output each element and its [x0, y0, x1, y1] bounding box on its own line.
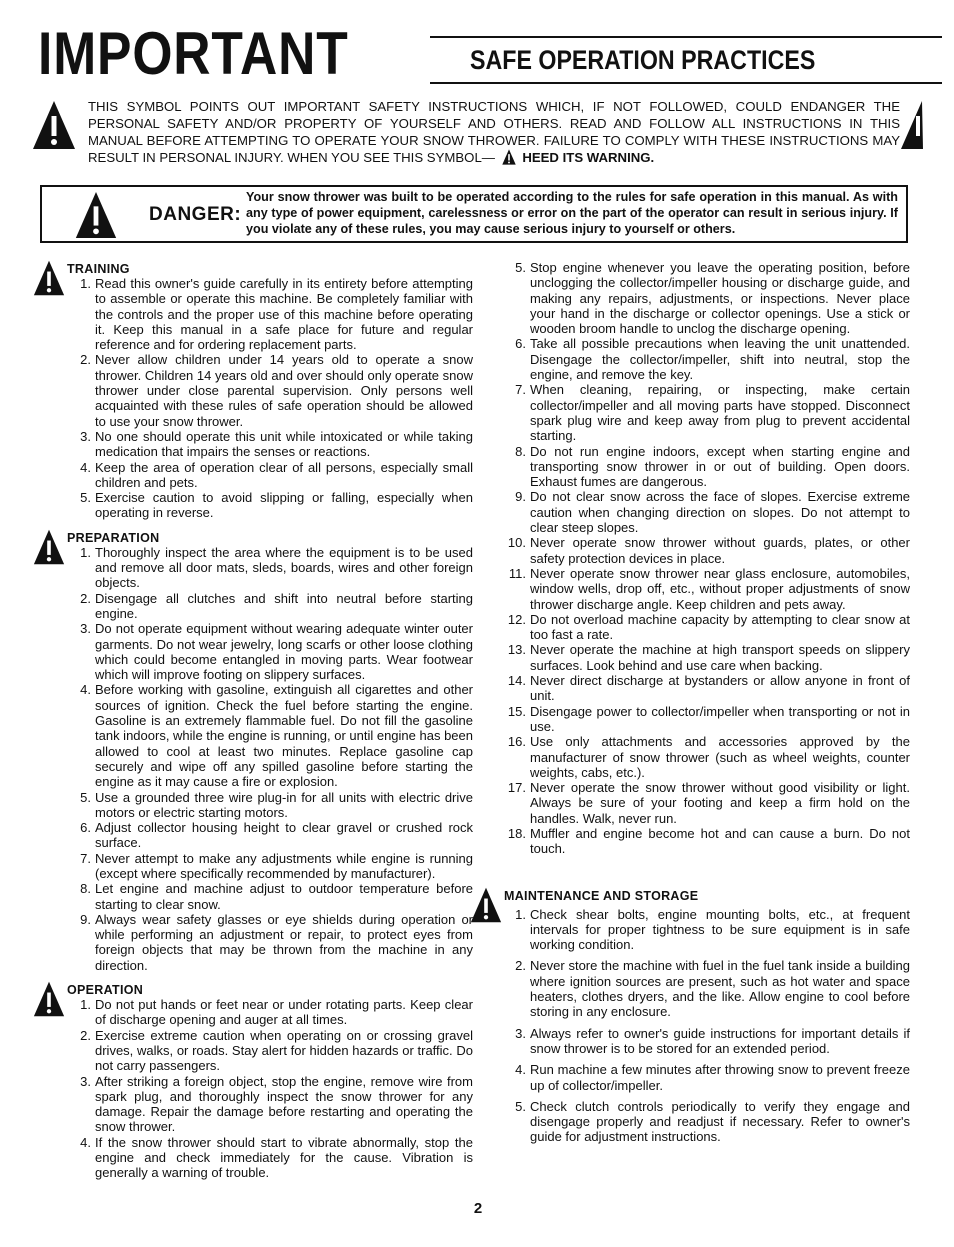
- list-item: [470, 958, 910, 1019]
- list-item: [470, 444, 910, 490]
- list-item: [470, 1062, 910, 1093]
- item-number: 3.: [80, 1073, 91, 1089]
- intro-body: THIS SYMBOL POINTS OUT IMPORTANT SAFETY INSTRUCTIONS WHICH, IF NOT FOLLOWED, COULD ENDANGER THE PERSONAL SAFETY AND/OR PROPERTY OF YOURSELF AND OTHERS. READ AND FOLLOW ALL INSTRUCTIONS IN THIS MANUAL BEFORE ATTEMPTING TO OPERATE YOUR SNOW THROWER. FAILURE TO COMPLY WITH THESE INSTRUCTIONS MAY RESULT IN PERSONAL INJURY. WHEN YOU SEE THIS SYMBOL—: [88, 99, 900, 165]
- list-item: [470, 566, 910, 612]
- item-text: Disengage all clutches and shift into neutral before starting engine.: [95, 590, 473, 621]
- item-text: Adjust collector housing height to clear gravel or crushed rock surface.: [95, 820, 473, 851]
- item-text: No one should operate this unit while intoxicated or while taking medication that impairs the senses or reactions.: [95, 428, 473, 460]
- list-item: [470, 260, 910, 336]
- item-number: 10.: [507, 535, 526, 551]
- item-number: 4.: [80, 459, 91, 475]
- item-number: 9.: [515, 489, 526, 505]
- list-item: [470, 780, 910, 826]
- list-item: [470, 489, 910, 535]
- list-item: [470, 673, 910, 704]
- item-number: 5.: [515, 1098, 526, 1114]
- item-number: 6.: [80, 820, 91, 836]
- list-item: [470, 612, 910, 643]
- item-number: 11.: [508, 565, 526, 581]
- list-item: [33, 881, 473, 912]
- item-text: Let engine and machine adjust to outdoor temperature before starting to clear snow.: [95, 881, 473, 912]
- subtitle-rule-top: [430, 36, 942, 38]
- list-item: [33, 682, 473, 789]
- item-number: 5.: [80, 490, 91, 506]
- item-text: Take all possible precautions when leaving the unit unattended. Disengage the collector/impeller, shift into neutral, stop the engine, and remove the key.: [530, 336, 910, 383]
- page-number: 2: [473, 1200, 483, 1217]
- list-item: [470, 826, 910, 857]
- item-text: Exercise caution to avoid slipping or falling, especially when operating in reverse.: [95, 490, 473, 521]
- item-number: 13.: [507, 642, 526, 658]
- page-subtitle: SAFE OPERATION PRACTICES: [470, 45, 816, 75]
- section-title: OPERATION: [67, 983, 144, 998]
- item-number: 15.: [507, 703, 526, 719]
- list-item: [33, 545, 473, 591]
- item-text: Always refer to owner's guide instructions for important details if snow thrower is to be stored for an extended period.: [530, 1025, 910, 1056]
- item-text: Exercise extreme caution when operating on or crossing gravel drives, walks, or roads. Stay alert for hidden hazards or traffic. Do not carry passengers.: [95, 1027, 473, 1074]
- item-number: 2.: [80, 1027, 91, 1043]
- right-column: [470, 260, 910, 1145]
- item-text: Do not clear snow across the face of slopes. Exercise extreme caution when changing direction on slopes. Do not attempt to clear steep slopes.: [530, 489, 910, 536]
- item-text: When cleaning, repairing, or inspecting, make certain collector/impeller and all moving parts have stopped. Disconnect spark plug wire and keep away from plug to prevent accidental starting.: [530, 382, 910, 444]
- item-number: 14.: [507, 673, 526, 689]
- list-item: [470, 336, 910, 382]
- item-text: Never operate snow thrower without guards, plates, or other safety protection devices in place.: [530, 535, 910, 566]
- item-number: 3.: [80, 621, 91, 637]
- list-item: [33, 1135, 473, 1181]
- left-column: [33, 260, 473, 1181]
- important-title: IMPORTANT: [38, 20, 349, 87]
- item-text: Thoroughly inspect the area where the equipment is to be used and remove all door mats, sleds, boards, wires and other foreign objects.: [95, 544, 473, 591]
- list-item: [33, 912, 473, 973]
- list-item: [33, 621, 473, 682]
- list-item: [33, 1074, 473, 1135]
- item-number: 1.: [80, 276, 91, 291]
- list-item: [33, 591, 473, 622]
- item-number: 9.: [80, 911, 91, 927]
- item-number: 1.: [515, 906, 526, 922]
- list-item: [33, 1028, 473, 1074]
- item-text: Check clutch controls periodically to verify they engage and disengage properly and readjust if necessary. Refer to owner's guide for adjustment instructions.: [530, 1098, 910, 1145]
- item-number: 16.: [507, 734, 526, 750]
- item-text: Never store the machine with fuel in the fuel tank inside a building where ignition sources are present, such as hot water and space heaters, clothes dryers, and the like. Allow engine to cool before storing in any enclosure.: [530, 958, 910, 1020]
- item-number: 1.: [80, 997, 91, 1013]
- list-item: [470, 907, 910, 953]
- intro-block: [32, 98, 924, 170]
- item-text: Always wear safety glasses or eye shields during operation or while performing an adjustment or repair, to protect eyes from foreign objects that may be thrown from the machine in any direction.: [95, 911, 473, 973]
- item-text: Muffler and engine become hot and can cause a burn. Do not touch.: [530, 825, 910, 857]
- section-preparation: [33, 529, 473, 973]
- item-text: Stop engine whenever you leave the operating position, before unclogging the collector/impeller housing or discharge guide, and making any repairs, adjustments, or inspections. Never place your hand in the discharge or collector openings. Use a stick or wooden broom handle to unclog the discharge opening.: [530, 260, 910, 337]
- list-item: [470, 734, 910, 780]
- warning-triangle-icon: [900, 100, 924, 150]
- item-number: 2.: [80, 352, 91, 368]
- list-item: [33, 790, 473, 821]
- item-text: Do not run engine indoors, except when starting engine and transporting snow thrower in or out of building. Open doors. Exhaust fumes are dangerous.: [530, 443, 910, 490]
- item-number: 5.: [515, 260, 526, 275]
- danger-label: DANGER:: [149, 204, 242, 225]
- item-number: 7.: [80, 850, 91, 866]
- list-item: [470, 1099, 910, 1145]
- item-text: Never allow children under 14 years old to operate a snow thrower. Children 14 years old and over should only operate snow thrower under close parental supervision. Only persons well acquainted with these rules of safe operation should be allowed to use your snow thrower.: [95, 352, 473, 429]
- item-number: 3.: [80, 428, 91, 444]
- item-number: 4.: [80, 682, 91, 698]
- item-text: Run machine a few minutes after throwing snow to prevent freeze up of collector/impeller.: [530, 1062, 910, 1093]
- item-text: Use only attachments and accessories approved by the manufacturer of snow thrower (such as wheel weights, counter weights, cabs, etc.).: [530, 734, 910, 780]
- danger-text: Your snow thrower was built to be operated according to the rules for safe operation in this manual. As with any type of power equipment, carelessness or error on the part of the operator can result in serious injury. If you violate any of these rules, you may cause serious injury to yourself or others.: [246, 190, 898, 236]
- item-number: 4.: [515, 1062, 526, 1078]
- item-text: Never direct discharge at bystanders or allow anyone in front of unit.: [530, 673, 910, 704]
- item-text: Disengage power to collector/impeller when transporting or not in use.: [530, 703, 910, 734]
- item-number: 12.: [507, 611, 526, 627]
- list-item: [33, 490, 473, 521]
- item-text: Before working with gasoline, extinguish all cigarettes and other sources of ignition. Check the fuel before starting the engine. Gasoline is an extremely flammable fuel. Do not fill the gasoline tank indoors, while the engine is running, or until engine has been allowed to cool at least two minutes. Replace gasoline cap securely and wipe off any spilled gasoline before starting the engine as it may cause a fire or explosion.: [95, 682, 473, 790]
- item-text: Never operate the machine at high transport speeds on slippery surfaces. Look behind and use care when backing.: [530, 642, 910, 673]
- section-title: MAINTENANCE AND STORAGE: [504, 888, 699, 903]
- item-text: If the snow thrower should start to vibrate abnormally, stop the engine and check immediately for the cause. Vibration is generally a warning of trouble.: [95, 1134, 473, 1181]
- section-maintenance: [470, 887, 910, 1145]
- page-header: [38, 20, 918, 87]
- item-number: 4.: [80, 1134, 91, 1150]
- danger-box: [40, 185, 908, 243]
- warning-triangle-icon: [501, 149, 517, 165]
- item-number: 1.: [80, 544, 91, 560]
- warning-triangle-icon: [74, 191, 118, 239]
- item-text: Do not operate equipment without wearing adequate winter outer garments. Do not wear jewelry, long scarfs or other loose clothing which could become entangled in moving parts. Wear footwear which will improve footing on slippery surfaces.: [95, 621, 473, 683]
- item-number: 2.: [515, 958, 526, 974]
- item-text: Do not overload machine capacity by attempting to clear snow at too fast a rate.: [530, 611, 910, 643]
- item-text: Do not put hands or feet near or under rotating parts. Keep clear of discharge opening and auger at all times.: [95, 997, 473, 1028]
- list-item: [470, 1026, 910, 1057]
- item-number: 5.: [80, 789, 91, 805]
- list-item: [33, 460, 473, 491]
- item-text: Never operate the snow thrower without good visibility or light. Always be sure of your footing and keep a firm hold on the handles. Walk, never run.: [530, 780, 910, 826]
- item-number: 7.: [515, 382, 526, 398]
- item-text: After striking a foreign object, stop the engine, remove wire from spark plug, and thoroughly inspect the snow thrower for any damage. Repair the damage before restarting and operating the snow thrower.: [95, 1073, 473, 1135]
- item-text: Keep the area of operation clear of all persons, especially small children and pets.: [95, 459, 473, 490]
- list-item: [33, 352, 473, 428]
- list-item: [33, 851, 473, 882]
- list-item: [470, 704, 910, 735]
- item-number: 2.: [80, 590, 91, 606]
- item-number: 8.: [515, 443, 526, 459]
- item-text: Never attempt to make any adjustments while engine is running (except where specifically recommended by manufacturer).: [95, 850, 473, 881]
- list-item: [33, 276, 473, 352]
- item-number: 8.: [80, 881, 91, 897]
- list-item: [33, 997, 473, 1028]
- section-operation-continued: [470, 260, 910, 857]
- item-text: Use a grounded three wire plug-in for all units with electric drive motors or electric starting motors.: [95, 789, 473, 820]
- item-number: 6.: [515, 336, 526, 352]
- item-number: 17.: [507, 780, 526, 796]
- item-number: 18.: [507, 825, 526, 841]
- subtitle-rule-bottom: [430, 82, 942, 84]
- item-number: 3.: [515, 1025, 526, 1041]
- subtitle-block: [430, 36, 942, 84]
- section-training: [33, 260, 473, 521]
- list-item: [470, 535, 910, 566]
- heed-warning: HEED ITS WARNING.: [522, 150, 655, 165]
- item-text: Never operate snow thrower near glass enclosure, automobiles, window wells, drop off, etc., without proper adjustments of snow thrower discharge angle. Keep children and pets away.: [530, 565, 910, 612]
- section-title: PREPARATION: [67, 530, 160, 545]
- intro-text: [88, 98, 900, 166]
- list-item: [33, 820, 473, 851]
- list-item: [470, 642, 910, 673]
- item-text: Check shear bolts, engine mounting bolts, etc., at frequent intervals for proper tightness to be sure equipment is in safe working condition.: [530, 906, 910, 953]
- section-title: TRAINING: [67, 262, 130, 276]
- list-item: [470, 382, 910, 443]
- warning-triangle-icon: [32, 100, 76, 150]
- list-item: [33, 429, 473, 460]
- item-text: Read this owner's guide carefully in its entirety before attempting to assemble or operate this machine. Be completely familiar with the controls and the proper use of this machine before operating it. Keep this manual in a safe place for future and regular reference and for ordering replacement parts.: [95, 276, 473, 353]
- section-operation: [33, 981, 473, 1181]
